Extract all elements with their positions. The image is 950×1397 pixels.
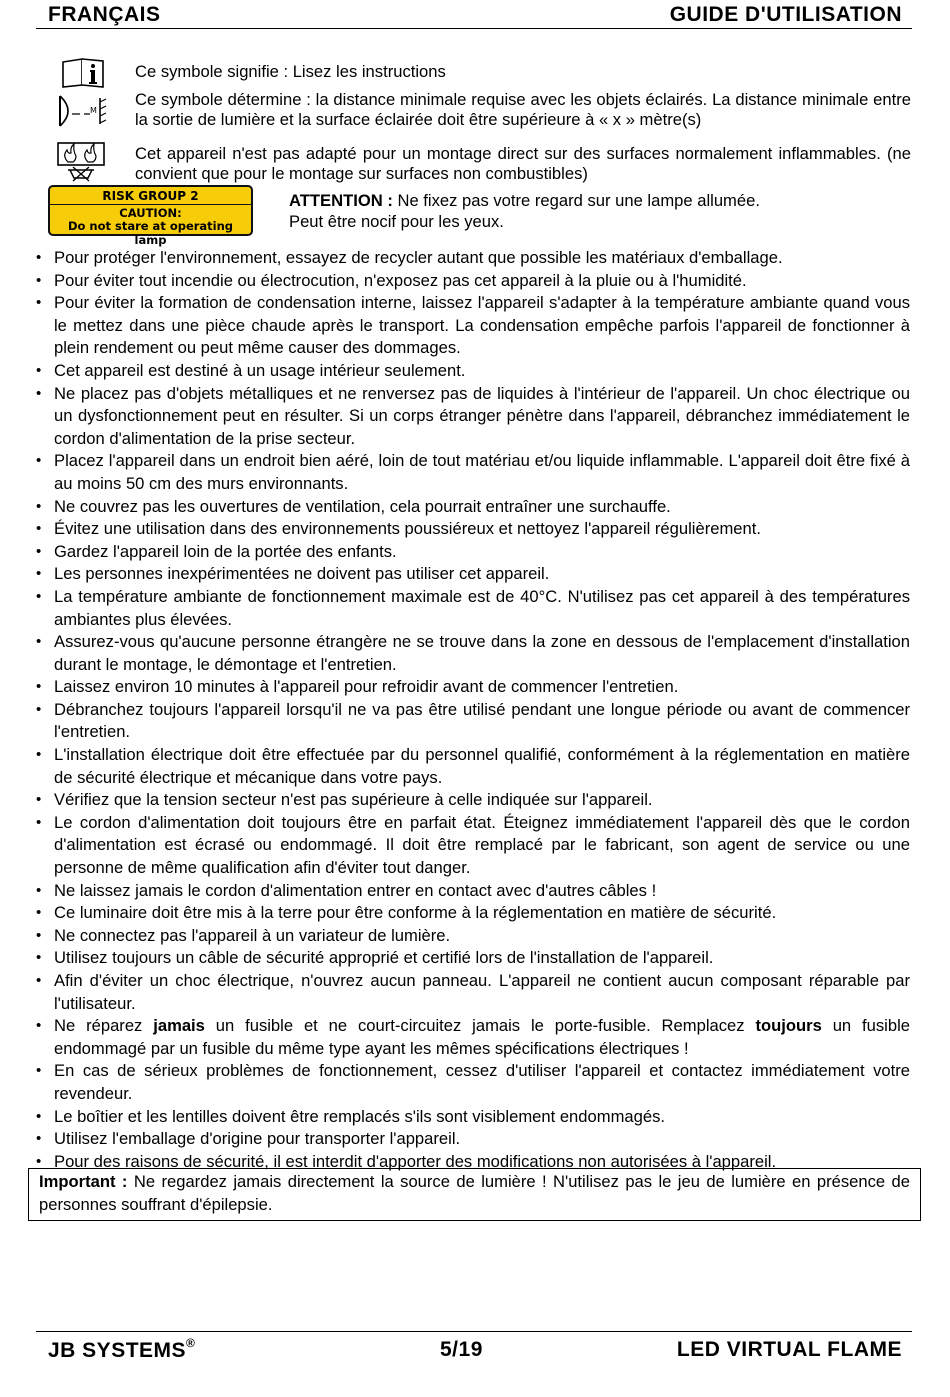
list-item: • L'installation électrique doit être effectuée par du personnel qualifié, conformément à la réglementation en matière de sécurité électrique et mécanique dans votre pays. <box>36 744 910 789</box>
no-flammable-surface-icon <box>56 142 106 182</box>
attention-label: ATTENTION : <box>289 191 393 210</box>
list-item: • Le cordon d'alimentation doit toujours être en parfait état. Éteignez immédiatement l'appareil dès que le cordon d'alimentation est écrasé ou endommagé. Il doit être remplacé par le fabricant, son agent de service ou une personne de même qualification afin d'éviter tout danger. <box>36 812 910 880</box>
list-item: • Ne placez pas d'objets métalliques et ne renversez pas de liquides à l'intérieur de l'appareil. Un choc électrique ou un dysfonctionnement peut en résulter. Si un corps étranger pénètre dans l'appareil, débranchez immédiatement le cordon d'alimentation de la prise secteur. <box>36 383 910 451</box>
list-item: • Pour éviter tout incendie ou électrocution, n'exposez pas cet appareil à la pluie ou à l'humidité. <box>36 270 910 293</box>
footer-product: LED VIRTUAL FLAME <box>676 1338 902 1361</box>
fuse-emphasis-jamais: jamais <box>153 1016 205 1036</box>
symbol-flammable-text: Cet appareil n'est pas adapté pour un montage direct sur des surfaces normalement inflammables. (ne convient que pour le montage sur surfaces non combustibles) <box>135 144 911 183</box>
header-title: GUIDE D'UTILISATION <box>669 3 902 26</box>
attention-line2: Peut être nocif pour les yeux. <box>289 212 504 231</box>
list-item: • Ne connectez pas l'appareil à un variateur de lumière. <box>36 925 910 948</box>
important-notice <box>28 1168 921 1221</box>
list-item: • Ne couvrez pas les ouvertures de ventilation, cela pourrait entraîner une surchauffe. <box>36 496 910 519</box>
list-item: • Afin d'éviter un choc électrique, n'ouvrez aucun panneau. L'appareil ne contient aucun composant réparable par l'utilisateur. <box>36 970 910 1015</box>
read-instructions-icon <box>60 58 106 88</box>
fuse-text-a: Ne réparez <box>54 1016 154 1036</box>
minimum-distance-icon <box>56 94 108 128</box>
symbol-distance-text: Ce symbole détermine : la distance minimale requise avec les objets éclairés. La distance minimale entre la sortie de lumière et la surface éclairée doit être supérieure à « x » mètre(s) <box>135 90 911 129</box>
footer-brand-name: JB SYSTEMS <box>48 1339 187 1362</box>
risk-warning: Do not stare at operating lamp <box>67 219 234 247</box>
list-item: • Les personnes inexpérimentées ne doivent pas utiliser cet appareil. <box>36 563 910 586</box>
list-item: • Assurez-vous qu'aucune personne étrangère ne se trouve dans la zone en dessous de l'emplacement d'installation durant le montage, le démontage et l'entretien. <box>36 631 910 676</box>
list-item: • Pour protéger l'environnement, essayez de recycler autant que possible les matériaux d'emballage. <box>36 247 910 270</box>
page-header <box>36 2 912 29</box>
list-item: • Cet appareil est destiné à un usage intérieur seulement. <box>36 360 910 383</box>
list-item: • Le boîtier et les lentilles doivent être remplacés s'ils sont visiblement endommagés. <box>36 1106 910 1129</box>
list-item: • Vérifiez que la tension secteur n'est pas supérieure à celle indiquée sur l'appareil. <box>36 789 910 812</box>
safety-instructions-list <box>36 247 910 1173</box>
risk-caution: CAUTION: <box>119 206 182 220</box>
list-item: • Gardez l'appareil loin de la portée des enfants. <box>36 541 910 564</box>
distance-icon-label: M <box>90 106 97 115</box>
page-number: 5/19 <box>440 1338 483 1361</box>
list-item: • Pour des raisons de sécurité, il est interdit d'apporter des modifications non autorisées à l'appareil. <box>36 1151 910 1174</box>
list-item: • Laissez environ 10 minutes à l'appareil pour refroidir avant de commencer l'entretien. <box>36 676 910 699</box>
list-item: • Débranchez toujours l'appareil lorsqu'il ne va pas être utilisé pendant une longue période ou avant de commencer l'entretien. <box>36 699 910 744</box>
important-text: Ne regardez jamais directement la source de lumière ! N'utilisez pas le jeu de lumière en présence de personnes souffrant d'épilepsie. <box>39 1172 910 1214</box>
list-item: • Ce luminaire doit être mis à la terre pour être conforme à la réglementation en matière de sécurité. <box>36 902 910 925</box>
risk-group-label <box>48 185 253 247</box>
symbol-read-instructions-text: Ce symbole signifie : Lisez les instructions <box>135 62 446 81</box>
fuse-text-e: un fusible endommagé par un fusible du même type ayant les mêmes spécifications électriques ! <box>54 1016 911 1058</box>
fuse-emphasis-toujours: toujours <box>755 1016 822 1036</box>
risk-group-title: RISK GROUP 2 <box>50 189 251 205</box>
list-item: • Pour éviter la formation de condensation interne, laissez l'appareil s'adapter à la température ambiante quand vous le mettez dans une pièce chaude après le transport. La condensation empêche parfois l'appareil de fonctionner à plein rendement ou peut même causer des dommages. <box>36 292 910 360</box>
footer-brand <box>48 1338 195 1363</box>
list-item-fuse <box>36 1015 910 1060</box>
fuse-text-c: un fusible et ne court-circuitez jamais le porte-fusible. Remplacez <box>204 1016 756 1036</box>
list-item: • La température ambiante de fonctionnement maximale est de 40°C. N'utilisez pas cet appareil à des températures ambiantes plus élevées. <box>36 586 910 631</box>
important-label: Important : <box>39 1172 128 1191</box>
attention-text: Ne fixez pas votre regard sur une lampe allumée. <box>392 191 760 210</box>
list-item: • Évitez une utilisation dans des environnements poussiéreux et nettoyez l'appareil régulièrement. <box>36 518 910 541</box>
list-item: • Utilisez toujours un câble de sécurité approprié et certifié lors de l'installation de l'appareil. <box>36 947 910 970</box>
list-item: • Placez l'appareil dans un endroit bien aéré, loin de tout matériau et/ou liquide inflammable. L'appareil doit être fixé à au moins 50 cm des murs environnants. <box>36 450 910 495</box>
registered-mark: ® <box>186 1336 196 1350</box>
list-item: • En cas de sérieux problèmes de fonctionnement, cessez d'utiliser l'appareil et contactez immédiatement votre revendeur. <box>36 1060 910 1105</box>
header-language: FRANÇAIS <box>48 3 161 26</box>
attention-block <box>289 190 760 232</box>
list-item: • Utilisez l'emballage d'origine pour transporter l'appareil. <box>36 1128 910 1151</box>
page-footer <box>36 1331 912 1366</box>
list-item: • Ne laissez jamais le cordon d'alimentation entrer en contact avec d'autres câbles ! <box>36 880 910 903</box>
